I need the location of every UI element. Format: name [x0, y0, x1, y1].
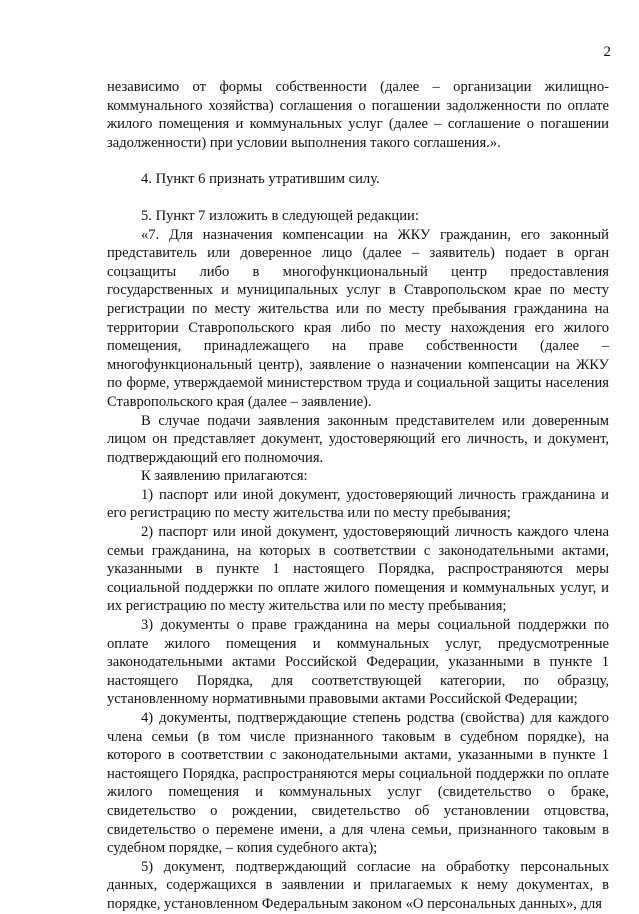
list-item-3: 3) документы о праве гражданина на меры социальной поддержки по оплате жилого помещения и коммунальных услуг, предусмотренные законодательными актами Российской Федерации, указанными в пункте 1 настоящего Порядка, для соответствующей категории, по образцу, установленному нормативными правовыми актами Российской Федерации;	[107, 617, 609, 708]
paragraph-attachments-intro: К заявлению прилагаются:	[141, 468, 308, 485]
paragraph-representative: В случае подачи заявления законным представителем или доверенным лицом он представляет документ, удостоверяющий его личность, и документ, подтверждающий его полномочия.	[107, 412, 609, 466]
page-number: 2	[603, 44, 611, 60]
document-body	[107, 78, 609, 914]
paragraph-continuation: независимо от формы собственности (далее – организации жилищно-коммунального хозяйства) соглашения о погашении задолженности по оплате жилого помещения и коммунальных услуг (далее – соглашение о погашении задолженности) при условии выполнения такого соглашения.».	[107, 79, 609, 151]
list-item-2: 2) паспорт или иной документ, удостоверяющий личность каждого члена семьи гражданина, на которых в соответствии с законодательными актами, указанными в пункте 1 настоящего Порядка, распространяются меры социальной поддержки по оплате жилого помещения и коммунальных услуг, и их регистрацию по месту жительства или по месту пребывания;	[107, 524, 609, 615]
list-item-4: 4) документы, подтверждающие степень родства (свойства) для каждого члена семьи (в том числе признанного таковым в судебном порядке), на которого в соответствии с законодательными актами, указанными в пункте 1 настоящего Порядка, распространяются меры социальной поддержки по оплате жилого помещения и коммунальных услуг (свидетельство о браке, свидетельство о рождении, свидетельство об установлении отцовства, свидетельство о перемене имени, а для члена семьи, признанного таковым в судебном порядке, – копия судебного акта);	[107, 710, 609, 857]
paragraph-item-5: 5. Пункт 7 изложить в следующей редакции:	[141, 207, 419, 224]
list-item-5: 5) документ, подтверждающий согласие на обработку персональных данных, содержащихся в заявлении и прилагаемых к нему документах, в порядке, установленном Федеральным законом «О персональных данных», для	[107, 858, 609, 912]
list-item-1: 1) паспорт или иной документ, удостоверяющий личность гражданина и его регистрацию по месту жительства или по месту пребывания;	[107, 486, 609, 522]
paragraph-clause-7: «7. Для назначения компенсации на ЖКУ гражданин, его законный представитель или доверенное лицо (далее – заявитель) подает в орган соцзащиты либо в многофункциональный центр предоставления государственных и муниципальных услуг в Ставропольском крае по месту регистрации по месту жительства или по месту пребывания гражданина на территории Ставропольского края либо по месту нахождения его жилого помещения, принадлежащего на праве собственности (далее – многофункциональный центр), заявление о назначении компенсации на ЖКУ по форме, утверждаемой министерством труда и социальной защиты населения Ставропольского края (далее – заявление).	[107, 226, 609, 410]
paragraph-item-4: 4. Пункт 6 признать утратившим силу.	[141, 171, 380, 188]
